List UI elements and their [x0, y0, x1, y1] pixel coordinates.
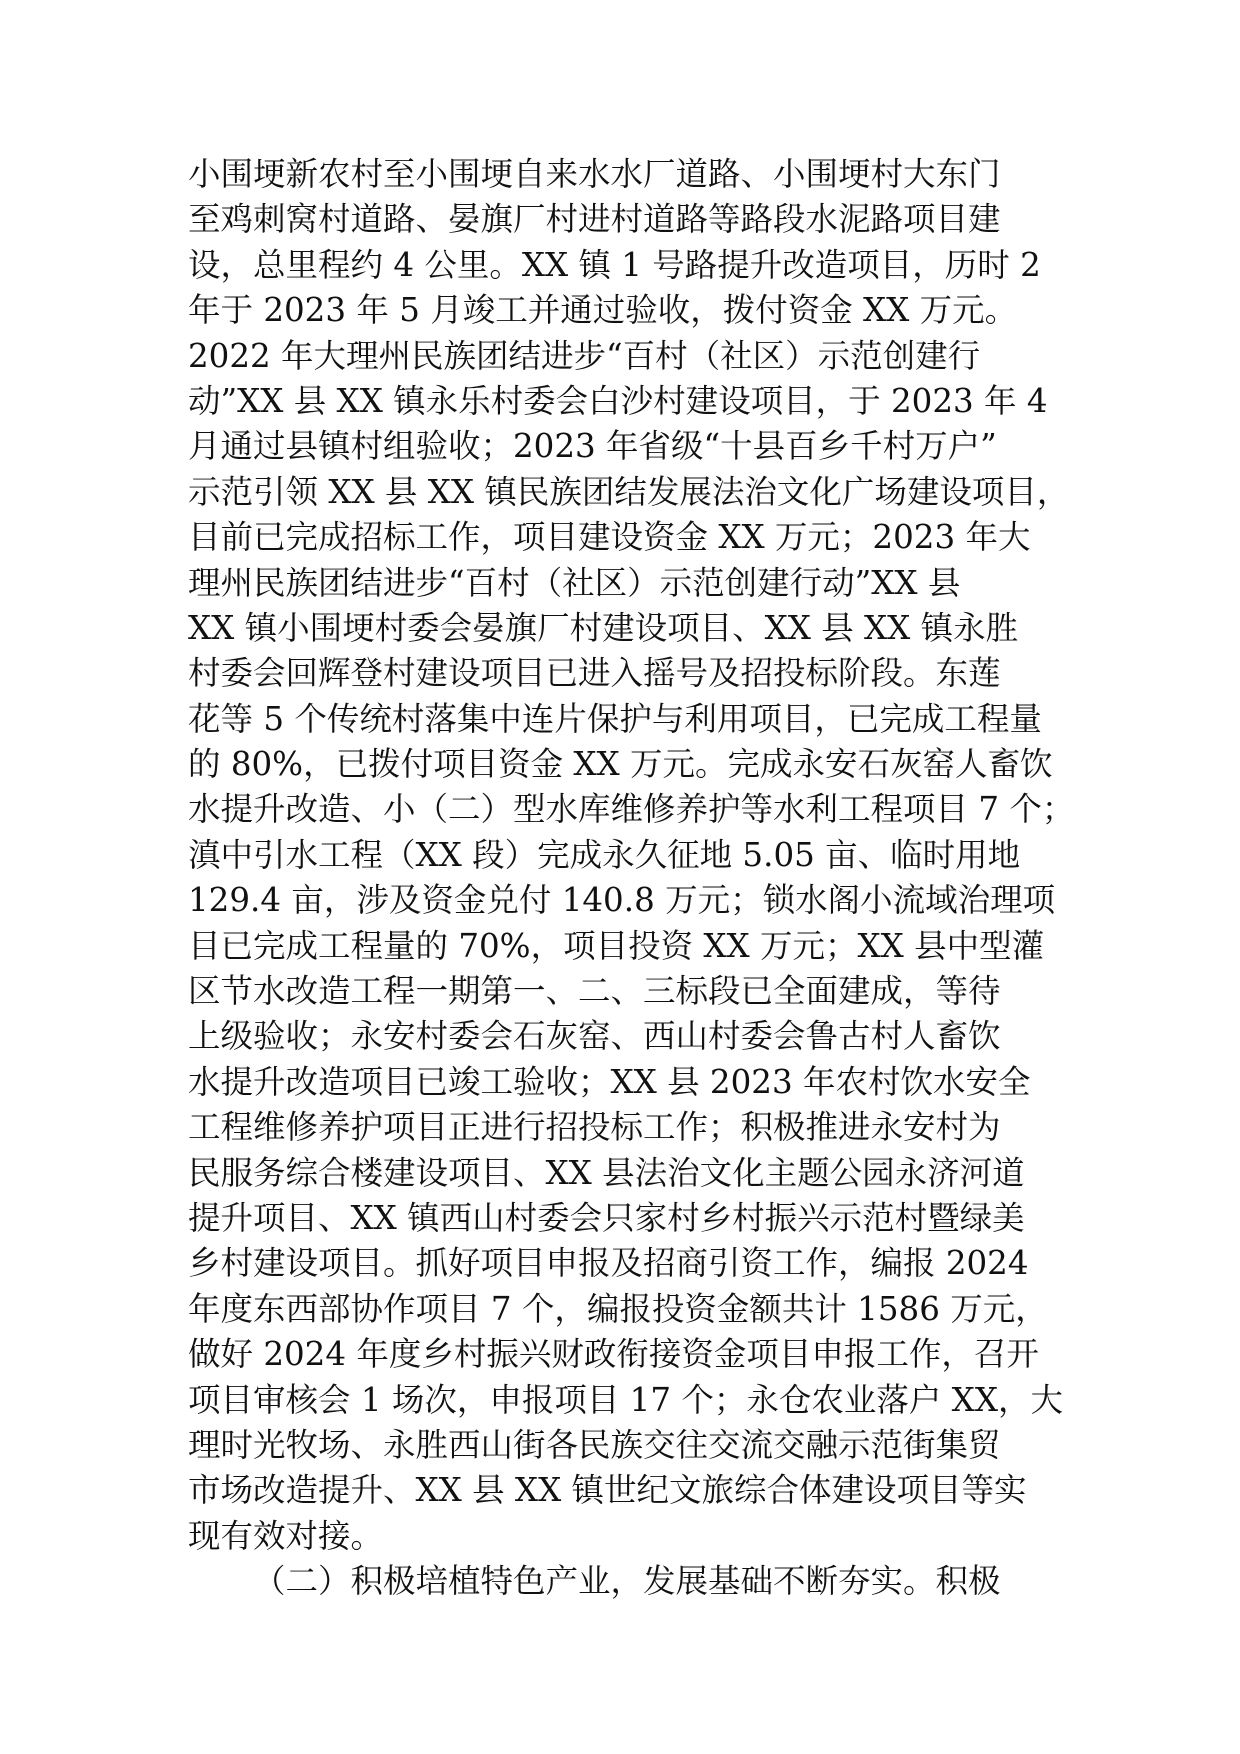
text-line: 区节水改造工程一期第一、二、三标段已全面建成，等待 — [188, 972, 1001, 1011]
text-line: 乡村建设项目。抓好项目申报及招商引资工作，编报 2024 — [188, 1244, 1029, 1283]
text-line: 目前已完成招标工作，项目建设资金 XX 万元；2023 年大 — [188, 518, 1031, 557]
text-line: 上级验收；永安村委会石灰窑、西山村委会鲁古村人畜饮 — [188, 1017, 1001, 1056]
text-line: 水提升改造、小（二）型水库维修养护等水利工程项目 7 个； — [188, 790, 1075, 829]
text-line: 水提升改造项目已竣工验收；XX 县 2023 年农村饮水安全 — [188, 1062, 1031, 1101]
text-line: 理州民族团结进步“百村（社区）示范创建行动”XX 县 — [188, 563, 961, 602]
text-line: 小围埂新农村至小围埂自来水水厂道路、小围埂村大东门 — [188, 155, 1001, 193]
text-line: 至鸡刺窝村道路、晏旗厂村进村道路等路段水泥路项目建 — [188, 200, 1001, 239]
text-line: 示范引领 XX 县 XX 镇民族团结发展法治文化广场建设项目， — [188, 472, 1070, 511]
text-line: 项目审核会 1 场次，申报项目 17 个；永仓农业落户 XX，大 — [188, 1380, 1063, 1419]
text-line: 做好 2024 年度乡村振兴财政衔接资金项目申报工作，召开 — [188, 1335, 1039, 1374]
text-line: 工程维修养护项目正进行招投标工作；积极推进永安村为 — [188, 1108, 1001, 1147]
text-line: 民服务综合楼建设项目、XX 县法治文化主题公园永济河道 — [188, 1153, 1025, 1192]
text-line: 2022 年大理州民族团结进步“百村（社区）示范创建行 — [188, 336, 981, 375]
text-line: 提升项目、XX 镇西山村委会只家村乡村振兴示范村暨绿美 — [188, 1198, 1025, 1237]
text-line: 现有效对接。 — [188, 1516, 384, 1555]
text-line: 年度东西部协作项目 7 个，编报投资金额共计 1586 万元， — [188, 1289, 1048, 1328]
text-line: 的 80%，已拨付项目资金 XX 万元。完成永安石灰窑人畜饮 — [188, 745, 1053, 784]
text-line: 花等 5 个传统村落集中连片保护与利用项目，已完成工程量 — [188, 699, 1042, 738]
text-line: 动”XX 县 XX 镇永乐村委会白沙村建设项目，于 2023 年 4 — [188, 381, 1048, 420]
text-line: 村委会回辉登村建设项目已进入摇号及招投标阶段。东莲 — [188, 654, 1001, 693]
section-heading-line: （二）积极培植特色产业，发展基础不断夯实。积极 — [253, 1562, 1001, 1601]
text-line: 目已完成工程量的 70%，项目投资 XX 万元；XX 县中型灌 — [188, 926, 1045, 965]
text-line: 月通过县镇村组验收；2023 年省级“十县百乡千村万户” — [188, 427, 997, 466]
text-line: 理时光牧场、永胜西山街各民族交往交流交融示范街集贸 — [188, 1425, 1001, 1464]
text-line: 129.4 亩，涉及资金兑付 140.8 万元；锁水阁小流域治理项 — [188, 881, 1056, 920]
text-line: 滇中引水工程（XX 段）完成永久征地 5.05 亩、临时用地 — [188, 835, 1021, 874]
text-line: 设，总里程约 4 公里。XX 镇 1 号路提升改造项目，历时 2 — [188, 245, 1041, 284]
text-line: 年于 2023 年 5 月竣工并通过验收，拨付资金 XX 万元。 — [188, 291, 1018, 330]
text-line: XX 镇小围埂村委会晏旗厂村建设项目、XX 县 XX 镇永胜 — [188, 608, 1019, 647]
body-text — [188, 152, 1088, 1605]
text-line: 市场改造提升、XX 县 XX 镇世纪文旅综合体建设项目等实 — [188, 1471, 1027, 1510]
